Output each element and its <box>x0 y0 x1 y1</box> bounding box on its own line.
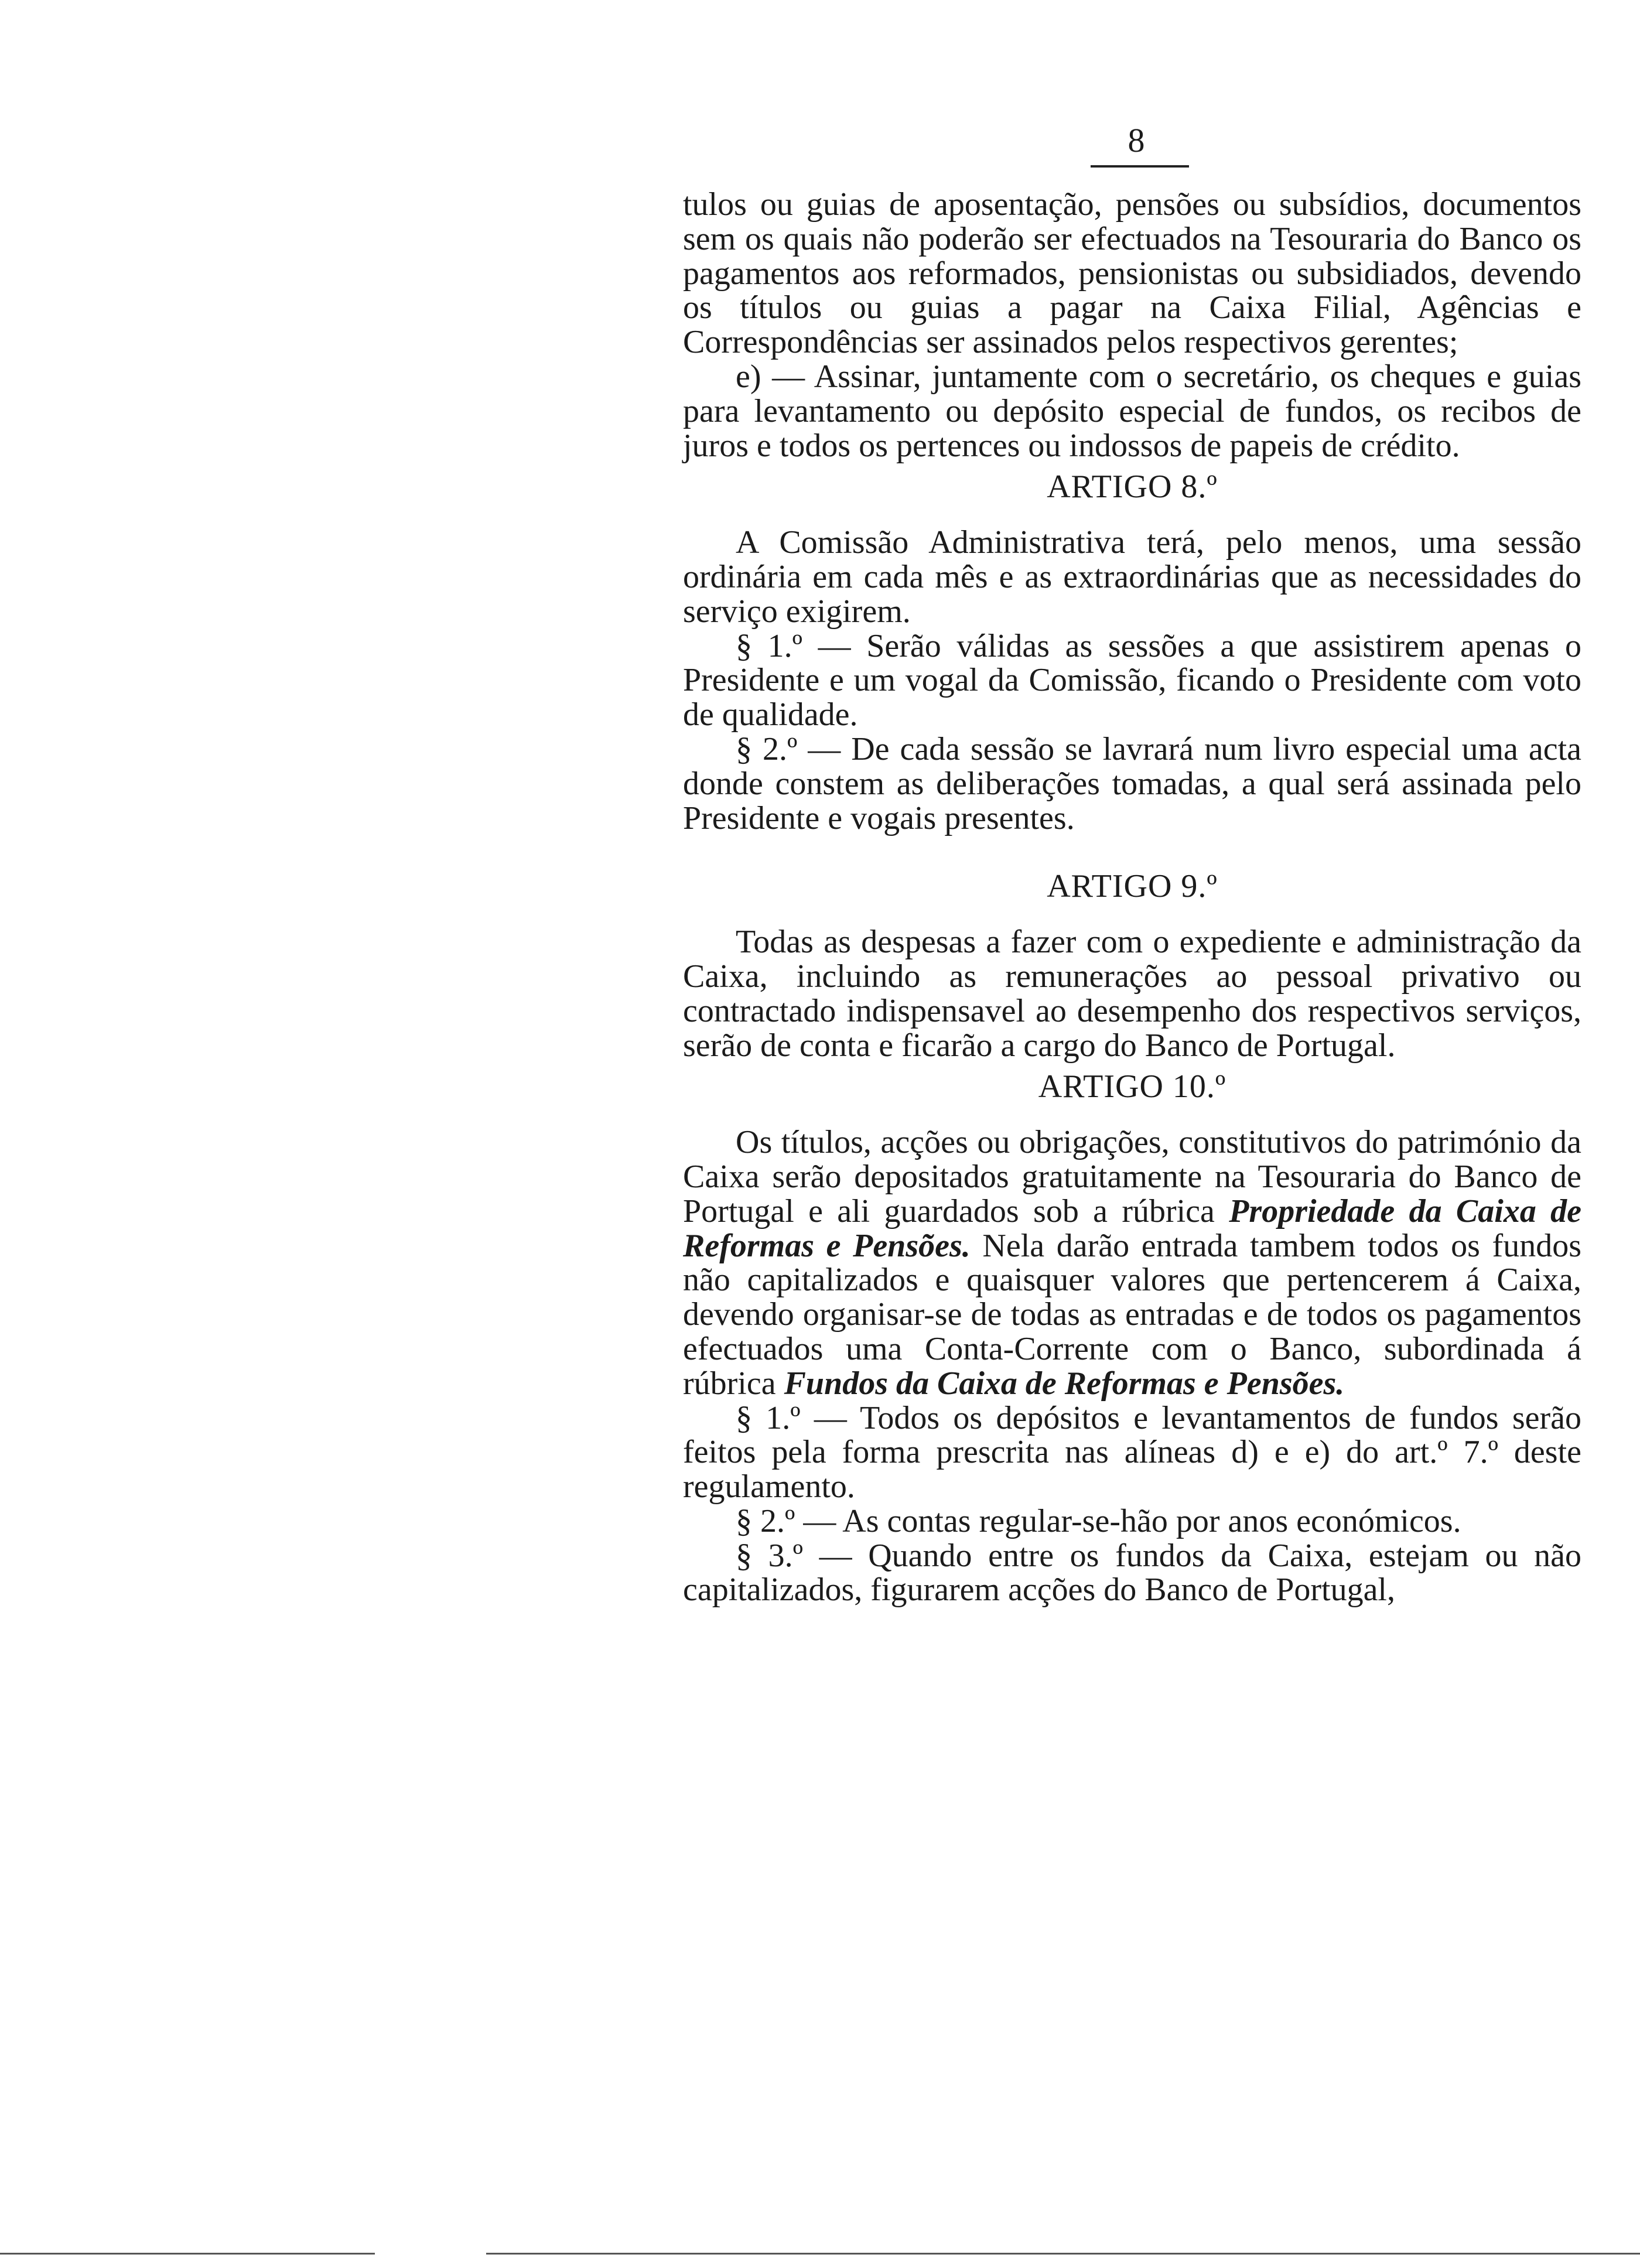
article-10-text-1: Os títulos, acções ou obrigações, constitutivos do património da Caixa serão depositados gratuitamente na Tesouraria do Banco de Portugal e ali guardados sob a rúbrica <box>683 1124 1581 1229</box>
spacer <box>683 1104 1581 1125</box>
article-8-body: A Comissão Administrativa terá, pelo menos, uma sessão ordinária em cada mês e as extraordinárias que as necessidades do serviço exigirem. <box>683 524 1581 630</box>
article-10-paragraph-1: § 1.º — Todos os depósitos e levantamentos de fundos serão feitos pela forma prescrita nas alíneas d) e e) do art.º 7.º deste regulamento. <box>683 1399 1581 1505</box>
article-10-heading: ARTIGO 10.º <box>1038 1068 1226 1105</box>
text-column <box>683 187 1581 1607</box>
article-10-text-2: Nela darão entrada tambem todos os fundos não capitalizados e quaisquer valores que pertencerem á Caixa, devendo organisar-se de todas as entradas e de todos os pagamentos efectuados uma Conta-Corrente com o Banco, subordinada á rúbrica <box>683 1227 1581 1402</box>
article-9-body: Todas as despesas a fazer com o expediente e administração da Caixa, incluindo as remunerações ao pessoal privativo ou contractado indispensavel ao desempenho dos respectivos serviços, serão de conta e ficarão a cargo do Banco de Portugal. <box>683 924 1581 1064</box>
paragraph-item-e: e) — Assinar, juntamente com o secretário, os cheques e guias para levantamento ou depósito especial de fundos, os recibos de juros e todos os pertences ou indossos de papeis de crédito. <box>683 358 1581 464</box>
article-10-paragraph-3: § 3.º — Quando entre os fundos da Caixa, estejam ou não capitalizados, figurarem acções do Banco de Portugal, <box>683 1537 1581 1608</box>
article-8-paragraph-1: § 1.º — Serão válidas as sessões a que assistirem apenas o Presidente e um vogal da Comissão, ficando o Presidente com voto de qualidade. <box>683 627 1581 733</box>
bottom-rule-right <box>486 2253 1640 2255</box>
page-number: 8 <box>1128 121 1145 159</box>
article-8-paragraph-2: § 2.º — De cada sessão se lavrará num livro especial uma acta donde constem as deliberações tomadas, a qual será assinada pelo Presidente e vogais presentes. <box>683 730 1581 836</box>
spacer <box>683 835 1581 869</box>
paragraph-continuation: tulos ou guias de aposentação, pensões ou subsídios, documentos sem os quais não poderão ser efectuados na Tesouraria do Banco os pagamentos aos reformados, pensionistas ou subsidiados, devendo os títulos ou guias a pagar na Caixa Filial, Agências e Correspondências ser assinados pelos respectivos gerentes; <box>683 186 1581 361</box>
spacer <box>683 504 1581 525</box>
article-9-heading: ARTIGO 9.º <box>1047 868 1218 905</box>
page-number-rule <box>1091 165 1189 168</box>
article-10-paragraph-2: § 2.º — As contas regular-se-hão por anos económicos. <box>736 1502 1461 1539</box>
bottom-rule-left <box>0 2253 375 2255</box>
article-10-rubric-1: Propriedade da Caixa de Reformas e Pensões. <box>683 1193 1581 1264</box>
article-8-heading: ARTIGO 8.º <box>1047 469 1218 505</box>
article-10-body <box>683 1125 1581 1401</box>
spacer <box>683 904 1581 925</box>
article-10-rubric-2: Fundos da Caixa de Reformas e Pensões. <box>784 1365 1345 1402</box>
